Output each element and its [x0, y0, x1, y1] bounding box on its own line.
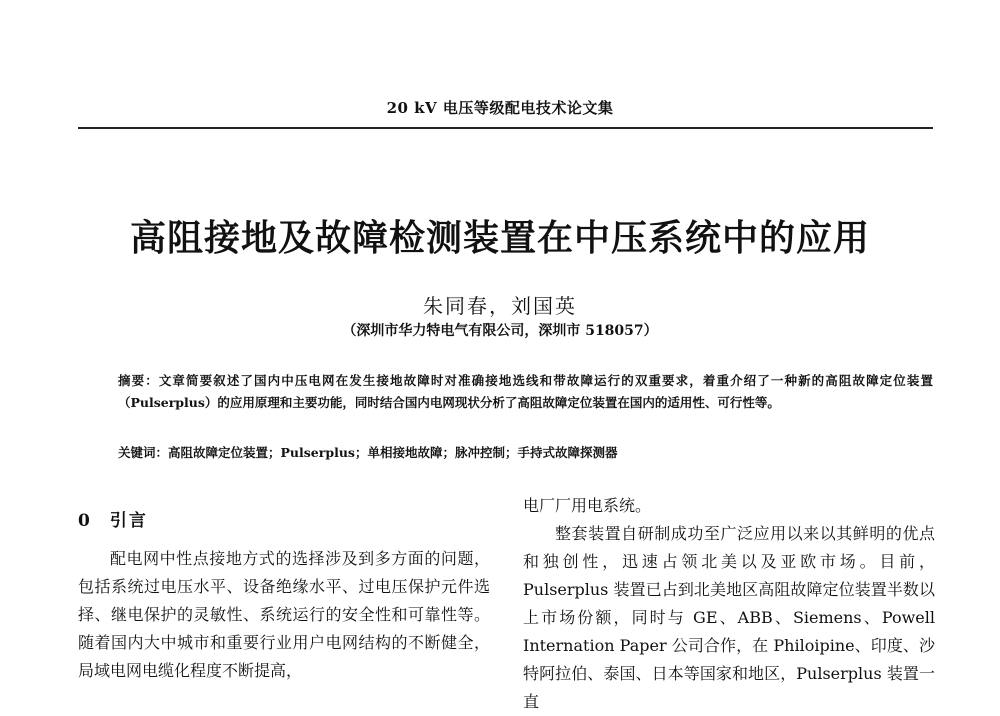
right-column	[523, 492, 935, 716]
section-number: 0	[78, 511, 92, 531]
header-rule	[78, 127, 933, 129]
right-paragraph-1: 电厂厂用电系统。	[523, 496, 652, 515]
paper-authors: 朱同春，刘国英	[423, 294, 577, 318]
abstract-text: 文章简要叙述了国内中压电网在发生接地故障时对准确接地选线和带故障运行的双重要求，着重介绍了一种新的高阻故障定位装置（Pulserplus）的应用原理和主要功能，同时结合国内电网现状分析了高阻故障定位装置在国内的适用性、可行性等。	[118, 373, 933, 410]
keywords-label: 关键词：	[118, 445, 169, 460]
section-title: 引言	[109, 511, 148, 531]
left-paragraph: 配电网中性点接地方式的选择涉及到多方面的问题，包括系统过电压水平、设备绝缘水平、过电压保护元件选择、继电保护的灵敏性、系统运行的安全性和可靠性等。随着国内大中城市和重要行业用户电网结构的不断健全，局域电网电缆化程度不断提高，	[78, 549, 490, 680]
keywords-text: 高阻故障定位装置；Pulserplus；单相接地故障；脉冲控制；手持式故障探测器	[168, 445, 618, 460]
right-paragraph-2: 整套装置自研制成功至广泛应用以来以其鲜明的优点和独创性，迅速占领北美以及亚欧市场。目前，Pulserplus 装置已占到北美地区高阻故障定位装置半数以上市场份额，同时与 GE、ABB、Siemens、Powell Internation Paper 公司合作，在 Philoipine、印度、沙特阿拉伯、泰国、日本等国家和地区，Pulserplus 装置一直	[523, 524, 935, 711]
running-header: 20 kV 电压等级配电技术论文集	[386, 99, 614, 117]
paper-affiliation: （深圳市华力特电气有限公司，深圳市 518057）	[342, 323, 658, 339]
left-column	[78, 545, 490, 685]
paper-title: 高阻接地及故障检测装置在中压系统中的应用	[129, 217, 870, 259]
section-heading	[78, 506, 148, 531]
abstract-label: 摘要：	[118, 373, 159, 388]
abstract	[118, 370, 933, 414]
keywords	[118, 443, 933, 463]
